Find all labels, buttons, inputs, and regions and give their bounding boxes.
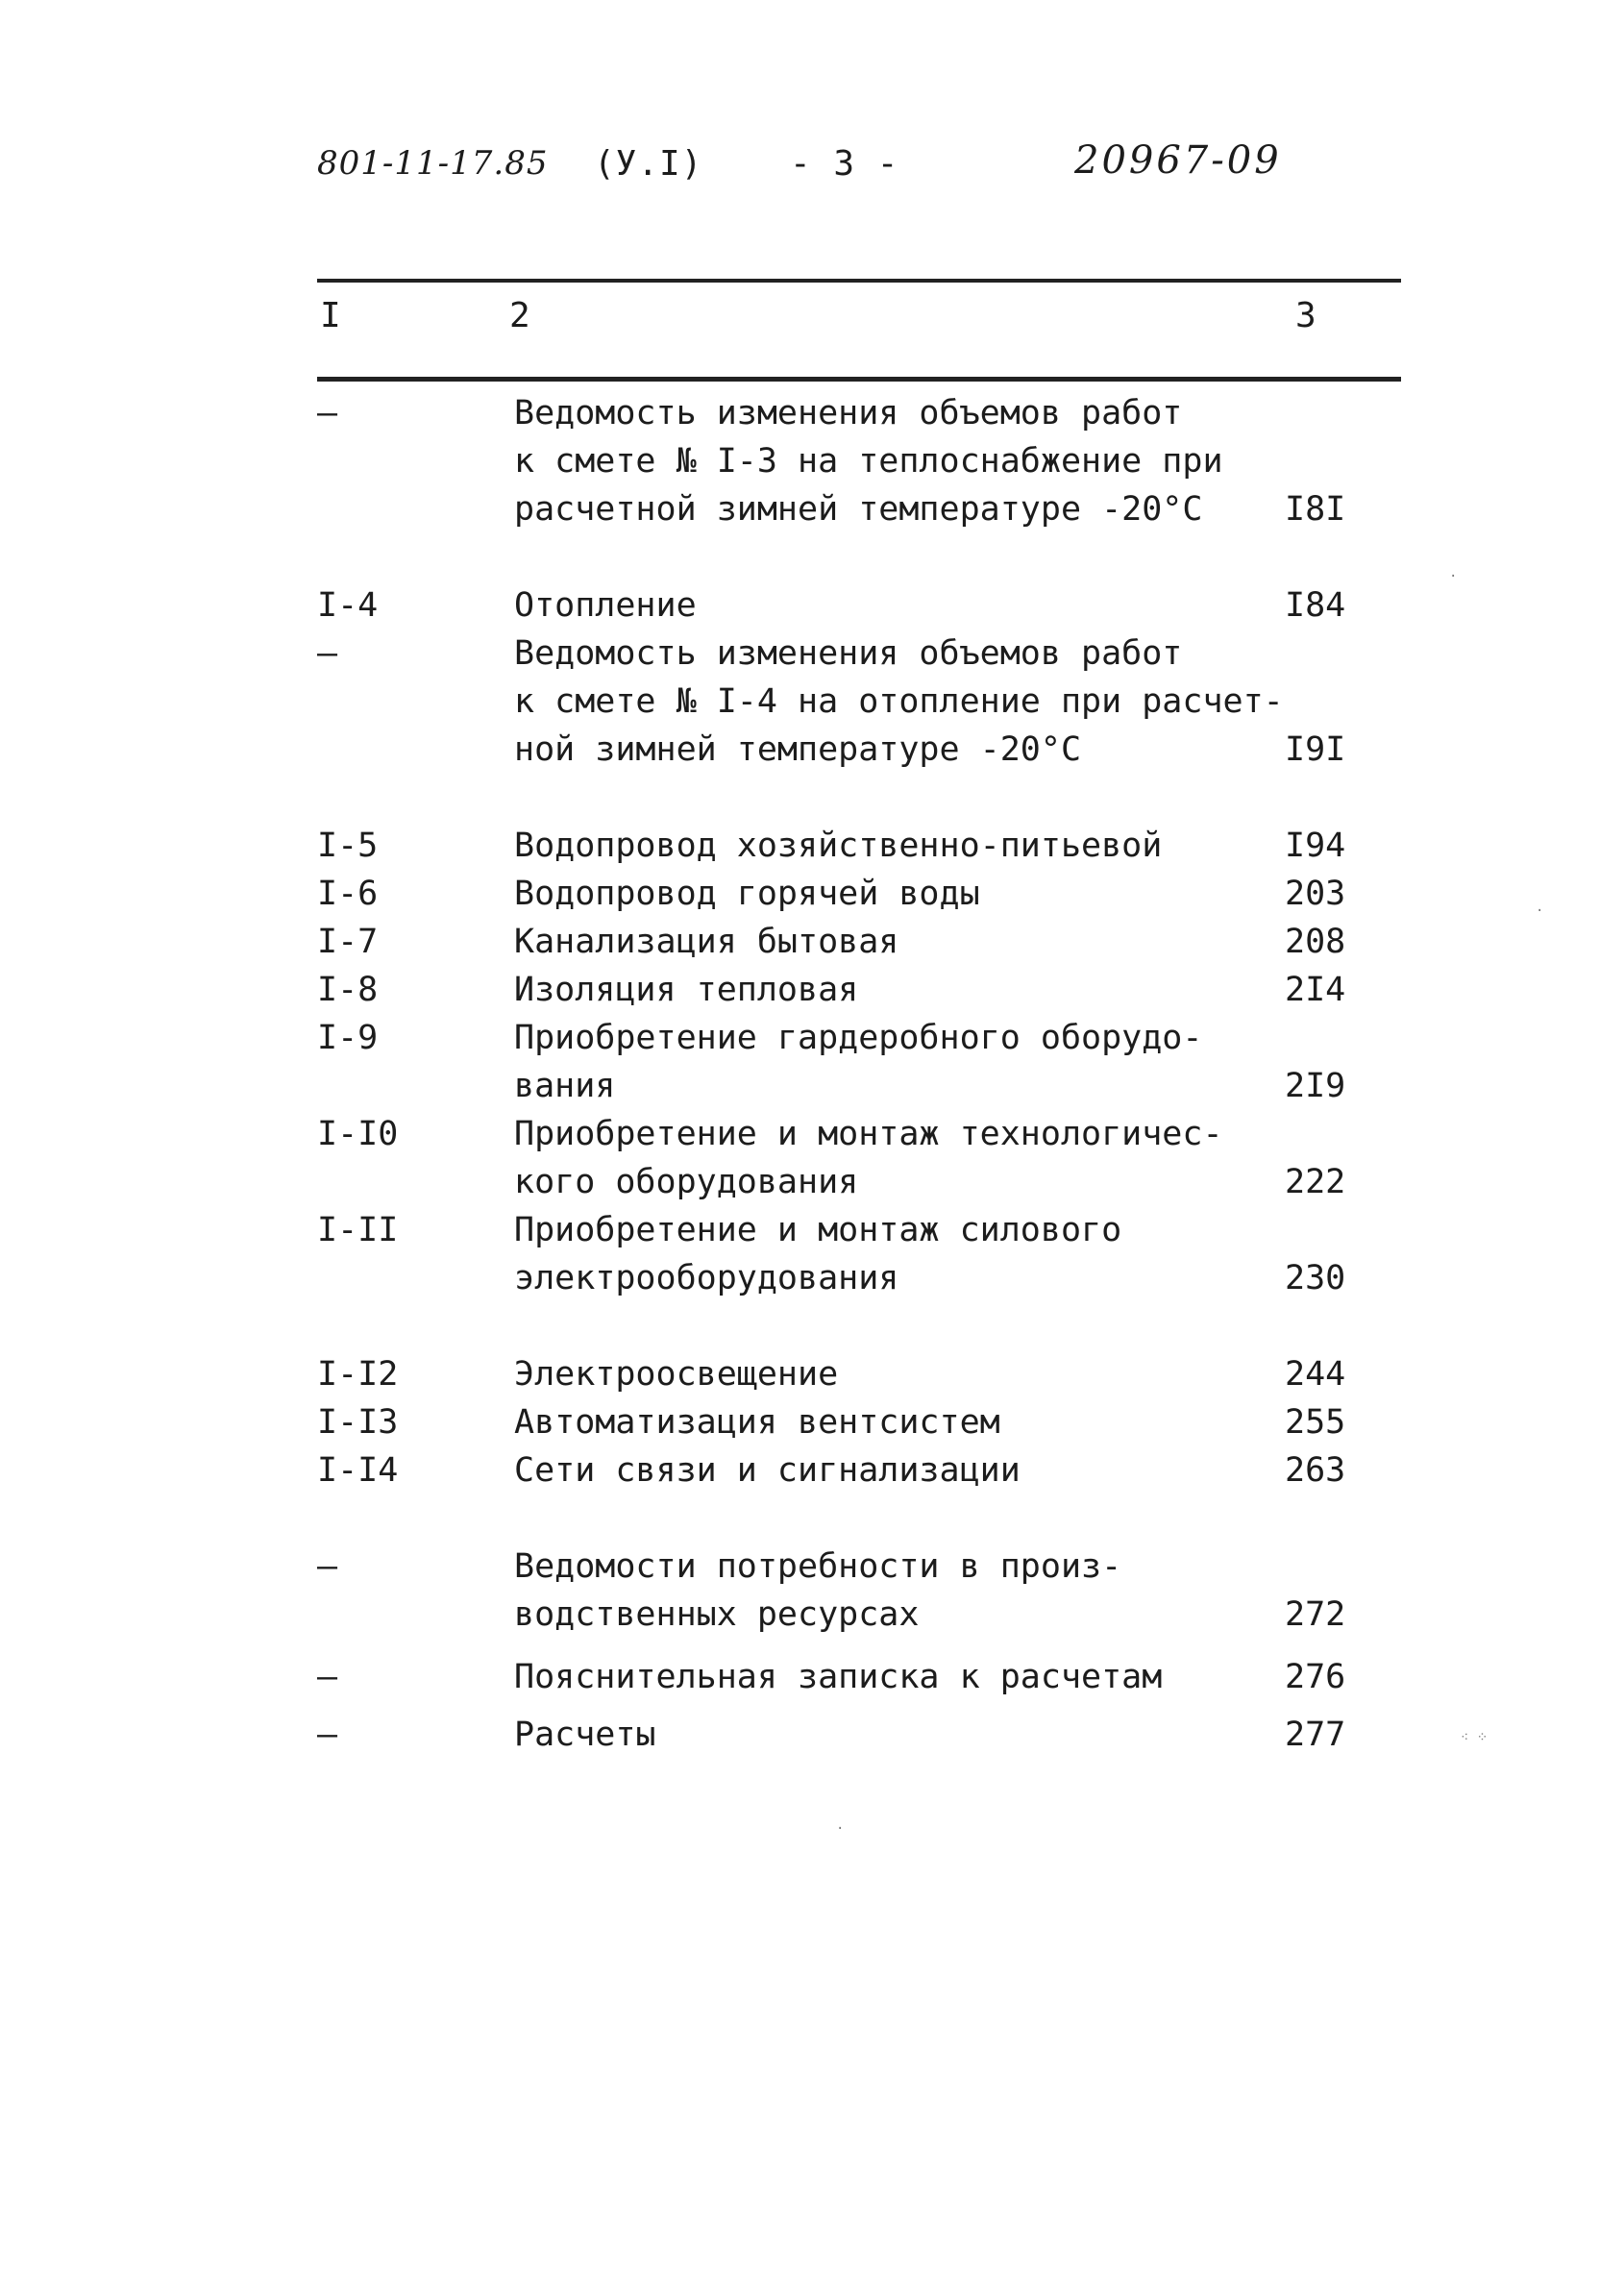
row-title <box>514 1206 1283 1302</box>
page-number: - 3 - <box>790 144 899 184</box>
row-page-number: 276 <box>1285 1658 1346 1696</box>
scan-speck: · <box>1449 569 1458 584</box>
row-title-line: вания <box>514 1067 616 1105</box>
column-header-code: I <box>320 296 341 335</box>
row-code: – <box>317 1658 338 1696</box>
row-title-line: водственных ресурсах <box>514 1595 920 1634</box>
row-title-line: Расчеты <box>514 1716 656 1754</box>
row-code: – <box>317 1716 338 1754</box>
row-code: I-8 <box>317 971 379 1009</box>
table-header-rule <box>317 377 1401 382</box>
row-title-line: Пояснительная записка к расчетам <box>514 1658 1163 1696</box>
row-title <box>514 1398 1283 1446</box>
volume-label: (У.I) <box>594 144 703 184</box>
row-code: I-II <box>317 1211 399 1249</box>
row-title <box>514 389 1283 533</box>
row-title <box>514 1543 1283 1639</box>
row-page-number: I94 <box>1285 827 1346 865</box>
row-page-number: 244 <box>1285 1355 1346 1394</box>
row-title <box>514 1653 1283 1701</box>
scan-speck: ⁖ ⁘ <box>1461 1730 1489 1745</box>
row-code: I-I4 <box>317 1451 399 1490</box>
row-page-number: I9I <box>1285 730 1346 769</box>
row-title-line: Автоматизация вентсистем <box>514 1403 1000 1442</box>
row-page-number: 203 <box>1285 875 1346 913</box>
row-title <box>514 1446 1283 1494</box>
row-code: I-9 <box>317 1019 379 1057</box>
row-title-line: Приобретение гардеробного оборудо- <box>514 1019 1203 1057</box>
row-page-number: 230 <box>1285 1259 1346 1297</box>
column-header-title: 2 <box>509 296 530 335</box>
row-title-line: Ведомость изменения объемов работ <box>514 634 1183 673</box>
row-title <box>514 630 1283 774</box>
row-page-number: 2I4 <box>1285 971 1346 1009</box>
scan-speck: · <box>1536 903 1544 919</box>
document-code: 801-11-17.85 <box>317 144 549 183</box>
row-code: I-I0 <box>317 1115 399 1153</box>
row-code: I-5 <box>317 827 379 865</box>
row-title-line: Ведомость изменения объемов работ <box>514 394 1183 432</box>
row-title <box>514 1711 1283 1759</box>
row-title <box>514 1014 1283 1110</box>
inventory-number: 20967-09 <box>1074 138 1282 183</box>
row-code: I-6 <box>317 875 379 913</box>
row-title-line: электрооборудования <box>514 1259 899 1297</box>
row-page-number: 208 <box>1285 923 1346 961</box>
row-title-line: Водопровод горячей воды <box>514 875 980 913</box>
row-page-number: 2I9 <box>1285 1067 1346 1105</box>
row-code: I-I3 <box>317 1403 399 1442</box>
row-title-line: к смете № I-4 на отопление при расчет- <box>514 682 1284 721</box>
row-title-line: расчетной зимней температуре -20°С <box>514 490 1203 529</box>
row-title-line: кого оборудования <box>514 1163 859 1201</box>
row-title-line: к смете № I-3 на теплоснабжение при <box>514 442 1223 481</box>
row-page-number: 272 <box>1285 1595 1346 1634</box>
row-page-number: 263 <box>1285 1451 1346 1490</box>
row-code: I-7 <box>317 923 379 961</box>
row-title <box>514 966 1283 1014</box>
row-page-number: I8I <box>1285 490 1346 529</box>
row-title-line: Изоляция тепловая <box>514 971 859 1009</box>
row-page-number: 255 <box>1285 1403 1346 1442</box>
row-code: I-I2 <box>317 1355 399 1394</box>
row-title-line: Отопление <box>514 586 697 625</box>
row-title <box>514 1110 1283 1206</box>
row-title <box>514 581 1283 630</box>
row-title-line: Приобретение и монтаж технологичес- <box>514 1115 1223 1153</box>
row-code: – <box>317 1547 338 1586</box>
row-title <box>514 870 1283 918</box>
row-title-line: Электроосвещение <box>514 1355 839 1394</box>
row-title-line: Канализация бытовая <box>514 923 899 961</box>
row-code: – <box>317 394 338 432</box>
row-title <box>514 822 1283 870</box>
row-page-number: 222 <box>1285 1163 1346 1201</box>
row-title-line: Водопровод хозяйственно-питьевой <box>514 827 1163 865</box>
row-title <box>514 1350 1283 1398</box>
scan-speck: · <box>836 1821 845 1837</box>
row-title-line: ной зимней температуре -20°С <box>514 730 1082 769</box>
row-title-line: Ведомости потребности в произ- <box>514 1547 1122 1586</box>
row-page-number: 277 <box>1285 1716 1346 1754</box>
row-code: – <box>317 634 338 673</box>
column-header-page: 3 <box>1295 296 1316 335</box>
row-page-number: I84 <box>1285 586 1346 625</box>
table-top-rule <box>317 279 1401 283</box>
row-code: I-4 <box>317 586 379 625</box>
row-title-line: Сети связи и сигнализации <box>514 1451 1021 1490</box>
row-title-line: Приобретение и монтаж силового <box>514 1211 1122 1249</box>
row-title <box>514 918 1283 966</box>
